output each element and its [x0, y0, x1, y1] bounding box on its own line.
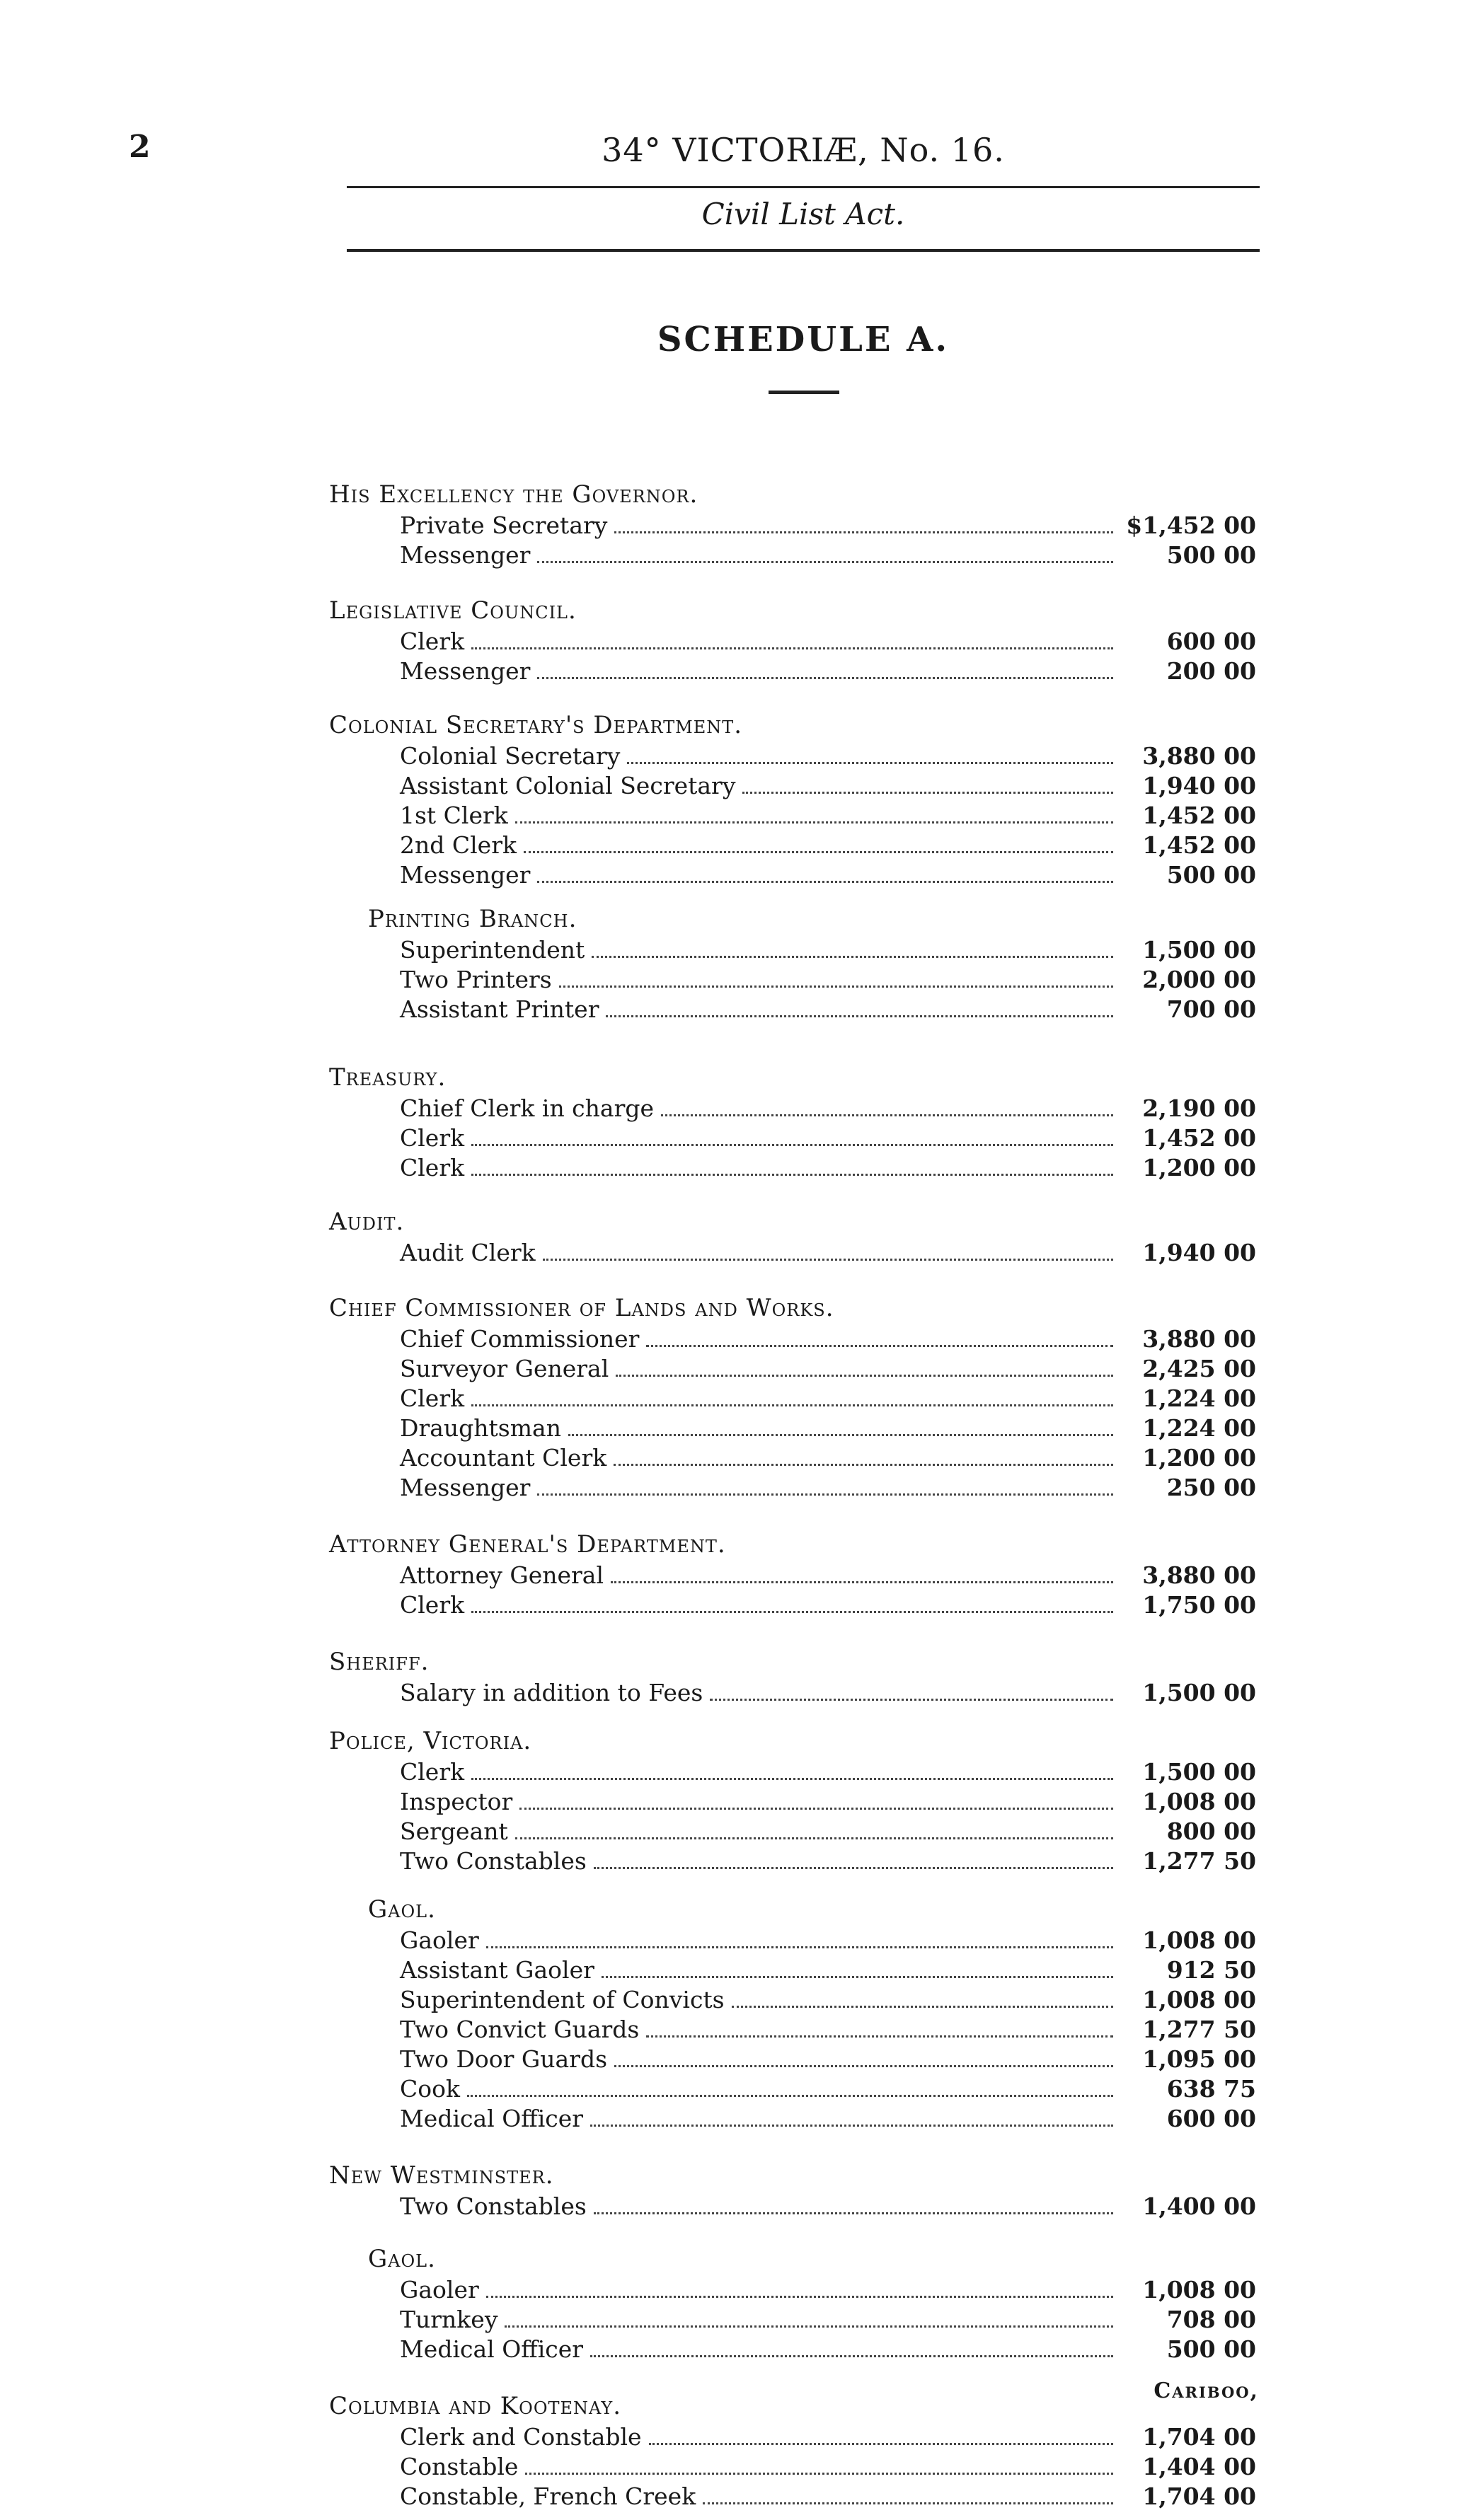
dot-leader	[559, 986, 1113, 988]
salary-amount: 600 00	[1166, 628, 1256, 655]
salary-amount: 1,704 00	[1142, 2483, 1256, 2510]
salary-row	[329, 1561, 1256, 1590]
position-title: Messenger	[400, 657, 531, 685]
position-title: Medical Officer	[400, 2335, 584, 2363]
position-title: Cook	[400, 2075, 460, 2103]
position-title: Messenger	[400, 1474, 531, 1501]
dot-leader	[742, 792, 1113, 794]
salary-amount: 1,008 00	[1142, 1926, 1256, 1954]
dot-leader	[592, 956, 1113, 958]
salary-amount: $1,452 00	[1126, 511, 1256, 539]
header-rule-bottom	[347, 249, 1260, 252]
salary-amount: 600 00	[1166, 2105, 1256, 2132]
dot-leader	[537, 677, 1113, 679]
position-title: Clerk	[400, 1154, 465, 1181]
dot-leader	[568, 1434, 1113, 1436]
dot-leader	[471, 1611, 1113, 1613]
position-title: Clerk	[400, 1591, 465, 1619]
running-head: 34° VICTORIÆ, No. 16.	[602, 131, 1005, 169]
position-title: Two Convict Guards	[400, 2016, 640, 2043]
salary-amount: 2,000 00	[1142, 966, 1256, 993]
salary-row	[329, 1094, 1256, 1123]
schedule-section	[329, 2159, 1256, 2221]
salary-amount: 1,008 00	[1142, 1986, 1256, 2013]
salary-row	[329, 1757, 1256, 1787]
dot-leader	[614, 2065, 1113, 2067]
salary-row	[329, 511, 1256, 541]
dot-leader	[606, 1015, 1113, 1017]
dot-leader	[525, 2473, 1113, 2475]
position-title: Clerk	[400, 1758, 465, 1786]
section-heading: Treasury.	[329, 1063, 447, 1092]
salary-amount: 1,277 50	[1142, 2016, 1256, 2043]
position-title: Assistant Gaoler	[400, 1956, 594, 1984]
dot-leader	[486, 2296, 1113, 2298]
salary-amount: 1,224 00	[1142, 1414, 1256, 1442]
dot-leader	[594, 1867, 1113, 1869]
salary-amount: 1,500 00	[1142, 1758, 1256, 1786]
position-title: Surveyor General	[400, 1355, 609, 1382]
salary-row	[329, 935, 1256, 965]
salary-row	[329, 1384, 1256, 1414]
salary-row	[329, 1926, 1256, 1955]
salary-amount: 2,425 00	[1142, 1355, 1256, 1382]
dot-leader	[627, 762, 1113, 764]
position-title: Inspector	[400, 1788, 513, 1815]
dot-leader	[616, 1375, 1113, 1377]
salary-row	[329, 1324, 1256, 1354]
dot-leader	[590, 2125, 1113, 2127]
dot-leader	[505, 2325, 1113, 2328]
salary-amount: 3,880 00	[1142, 1325, 1256, 1353]
schedule-section	[329, 709, 1256, 890]
salary-amount: 200 00	[1166, 657, 1256, 685]
position-title: Chief Commissioner	[400, 1325, 640, 1353]
section-heading: Columbia and Kootenay.	[329, 2392, 622, 2420]
salary-row	[329, 2422, 1256, 2452]
position-title: Chief Clerk in charge	[400, 1094, 655, 1122]
section-heading: Colonial Secretary's Department.	[329, 711, 743, 739]
salary-row	[329, 2015, 1256, 2045]
dot-leader	[646, 1345, 1113, 1347]
salary-row	[329, 965, 1256, 995]
dot-leader	[543, 1259, 1113, 1261]
dot-leader	[471, 1778, 1113, 1780]
dot-leader	[594, 2212, 1113, 2214]
salary-row	[329, 1955, 1256, 1985]
schedule-section	[329, 1646, 1256, 1708]
dot-leader	[537, 561, 1113, 563]
position-title: Colonial Secretary	[400, 742, 621, 770]
schedule-section	[329, 1528, 1256, 1620]
position-title: Two Printers	[400, 966, 552, 993]
salary-row	[329, 2074, 1256, 2104]
salary-row	[329, 1443, 1256, 1473]
position-title: Superintendent	[400, 936, 585, 964]
position-title: Draughtsman	[400, 1414, 561, 1442]
salary-row	[329, 627, 1256, 657]
header-rule-top	[347, 186, 1260, 188]
salary-amount: 1,704 00	[1142, 2423, 1256, 2451]
schedule-section	[329, 1893, 1256, 2134]
salary-amount: 708 00	[1166, 2306, 1256, 2333]
salary-amount: 2,190 00	[1142, 1094, 1256, 1122]
salary-row	[329, 541, 1256, 570]
dot-leader	[661, 1114, 1113, 1116]
salary-row	[329, 1354, 1256, 1384]
salary-row	[329, 2482, 1256, 2512]
salary-amount: 1,452 00	[1142, 1124, 1256, 1152]
dot-leader	[614, 531, 1113, 533]
salary-row	[329, 1985, 1256, 2015]
section-heading: Attorney General's Department.	[329, 1530, 726, 1559]
schedule-list	[329, 478, 1256, 2512]
position-title: Gaoler	[400, 2276, 479, 2304]
salary-row	[329, 831, 1256, 860]
position-title: Medical Officer	[400, 2105, 584, 2132]
section-heading: Legislative Council.	[329, 596, 577, 625]
dot-leader	[537, 1493, 1113, 1496]
salary-row	[329, 1473, 1256, 1503]
dot-leader	[467, 2095, 1113, 2097]
salary-row	[329, 860, 1256, 890]
schedule-section	[329, 594, 1256, 686]
dot-leader	[486, 1946, 1113, 1948]
salary-amount: 1,095 00	[1142, 2045, 1256, 2073]
salary-row	[329, 1123, 1256, 1153]
dot-leader	[519, 1808, 1113, 1810]
salary-row	[329, 1846, 1256, 1876]
position-title: Messenger	[400, 541, 531, 569]
schedule-section	[329, 1061, 1256, 1183]
salary-amount: 1,940 00	[1142, 1239, 1256, 1266]
dot-leader	[646, 2035, 1113, 2038]
section-heading: Audit.	[329, 1208, 405, 1236]
position-title: Clerk	[400, 1385, 465, 1412]
subsection-heading: Gaol.	[368, 2245, 436, 2273]
salary-amount: 3,880 00	[1142, 1561, 1256, 1589]
position-title: 2nd Clerk	[400, 831, 517, 859]
salary-row	[329, 2275, 1256, 2305]
position-title: Clerk	[400, 628, 465, 655]
section-heading: Chief Commissioner of Lands and Works.	[329, 1294, 834, 1322]
salary-amount: 1,224 00	[1142, 1385, 1256, 1412]
dot-leader	[703, 2502, 1113, 2504]
salary-amount: 250 00	[1166, 1474, 1256, 1501]
salary-row	[329, 657, 1256, 686]
salary-amount: 3,880 00	[1142, 742, 1256, 770]
salary-row	[329, 1817, 1256, 1846]
salary-amount: 1,008 00	[1142, 2276, 1256, 2304]
salary-row	[329, 1678, 1256, 1708]
dot-leader	[471, 1144, 1113, 1146]
position-title: Attorney General	[400, 1561, 604, 1589]
dot-leader	[515, 1837, 1113, 1839]
salary-amount: 700 00	[1166, 995, 1256, 1023]
dot-leader	[611, 1581, 1113, 1583]
position-title: Messenger	[400, 861, 531, 889]
salary-amount: 1,200 00	[1142, 1154, 1256, 1181]
position-title: Two Door Guards	[400, 2045, 608, 2073]
position-title: Assistant Printer	[400, 995, 599, 1023]
salary-amount: 1,277 50	[1142, 1847, 1256, 1875]
position-title: Two Constables	[400, 2192, 587, 2220]
dot-leader	[649, 2443, 1113, 2445]
salary-row	[329, 2452, 1256, 2482]
dot-leader	[471, 647, 1113, 649]
schedule-section	[329, 903, 1256, 1024]
salary-row	[329, 995, 1256, 1024]
salary-amount: 1,200 00	[1142, 1444, 1256, 1472]
schedule-section	[329, 2390, 1256, 2512]
salary-amount: 912 50	[1166, 1956, 1256, 1984]
subsection-heading: Gaol.	[368, 1895, 436, 1924]
salary-row	[329, 2104, 1256, 2134]
dot-leader	[471, 1404, 1113, 1406]
position-title: Clerk and Constable	[400, 2423, 642, 2451]
salary-row	[329, 1414, 1256, 1443]
position-title: Constable	[400, 2453, 519, 2480]
salary-amount: 500 00	[1166, 861, 1256, 889]
dot-leader	[537, 881, 1113, 883]
position-title: Gaoler	[400, 1926, 479, 1954]
dot-leader	[602, 1976, 1113, 1978]
schedule-section	[329, 2243, 1256, 2364]
salary-row	[329, 2305, 1256, 2335]
section-heading: Sheriff.	[329, 1648, 430, 1676]
salary-amount: 1,750 00	[1142, 1591, 1256, 1619]
salary-amount: 1,500 00	[1142, 1679, 1256, 1706]
position-title: Accountant Clerk	[400, 1444, 607, 1472]
salary-amount: 1,404 00	[1142, 2453, 1256, 2480]
dot-leader	[524, 851, 1113, 853]
salary-row	[329, 741, 1256, 771]
schedule-section	[329, 1206, 1256, 1268]
salary-amount: 800 00	[1166, 1817, 1256, 1845]
dot-leader	[590, 2355, 1113, 2357]
dot-leader	[710, 1699, 1113, 1701]
position-title: Superintendent of Convicts	[400, 1986, 725, 2013]
salary-row	[329, 1787, 1256, 1817]
schedule-title: SCHEDULE A.	[657, 320, 950, 359]
salary-row	[329, 2045, 1256, 2074]
position-title: Private Secretary	[400, 511, 608, 539]
act-subtitle: Civil List Act.	[701, 197, 905, 231]
position-title: Audit Clerk	[400, 1239, 536, 1266]
position-title: Clerk	[400, 1124, 465, 1152]
position-title: 1st Clerk	[400, 802, 508, 829]
position-title: Assistant Colonial Secretary	[400, 772, 736, 799]
dot-leader	[732, 2006, 1113, 2008]
salary-row	[329, 2335, 1256, 2364]
salary-amount: 1,500 00	[1142, 936, 1256, 964]
salary-row	[329, 2192, 1256, 2221]
salary-amount: 1,400 00	[1142, 2192, 1256, 2220]
salary-row	[329, 1590, 1256, 1620]
salary-amount: 1,940 00	[1142, 772, 1256, 799]
salary-amount: 638 75	[1166, 2075, 1256, 2103]
page-number: 2	[129, 129, 151, 165]
salary-row	[329, 801, 1256, 831]
catchword: Cariboo,	[1154, 2379, 1259, 2403]
title-rule	[769, 391, 839, 394]
position-title: Salary in addition to Fees	[400, 1679, 703, 1706]
schedule-section	[329, 478, 1256, 570]
salary-amount: 1,452 00	[1142, 802, 1256, 829]
position-title: Two Constables	[400, 1847, 587, 1875]
salary-row	[329, 1238, 1256, 1268]
schedule-section	[329, 1725, 1256, 1876]
salary-row	[329, 771, 1256, 801]
schedule-section	[329, 1292, 1256, 1503]
salary-amount: 500 00	[1166, 2335, 1256, 2363]
position-title: Sergeant	[400, 1817, 508, 1845]
section-heading: New Westminster.	[329, 2161, 554, 2190]
position-title: Turnkey	[400, 2306, 498, 2333]
dot-leader	[471, 1174, 1113, 1176]
salary-amount: 1,008 00	[1142, 1788, 1256, 1815]
salary-amount: 500 00	[1166, 541, 1256, 569]
salary-amount: 1,452 00	[1142, 831, 1256, 859]
section-heading: Police, Victoria.	[329, 1727, 532, 1755]
subsection-heading: Printing Branch.	[368, 905, 577, 933]
dot-leader	[614, 1464, 1113, 1466]
dot-leader	[515, 821, 1113, 823]
section-heading: His Excellency the Governor.	[329, 480, 698, 509]
position-title: Constable, French Creek	[400, 2483, 696, 2510]
salary-row	[329, 1153, 1256, 1183]
